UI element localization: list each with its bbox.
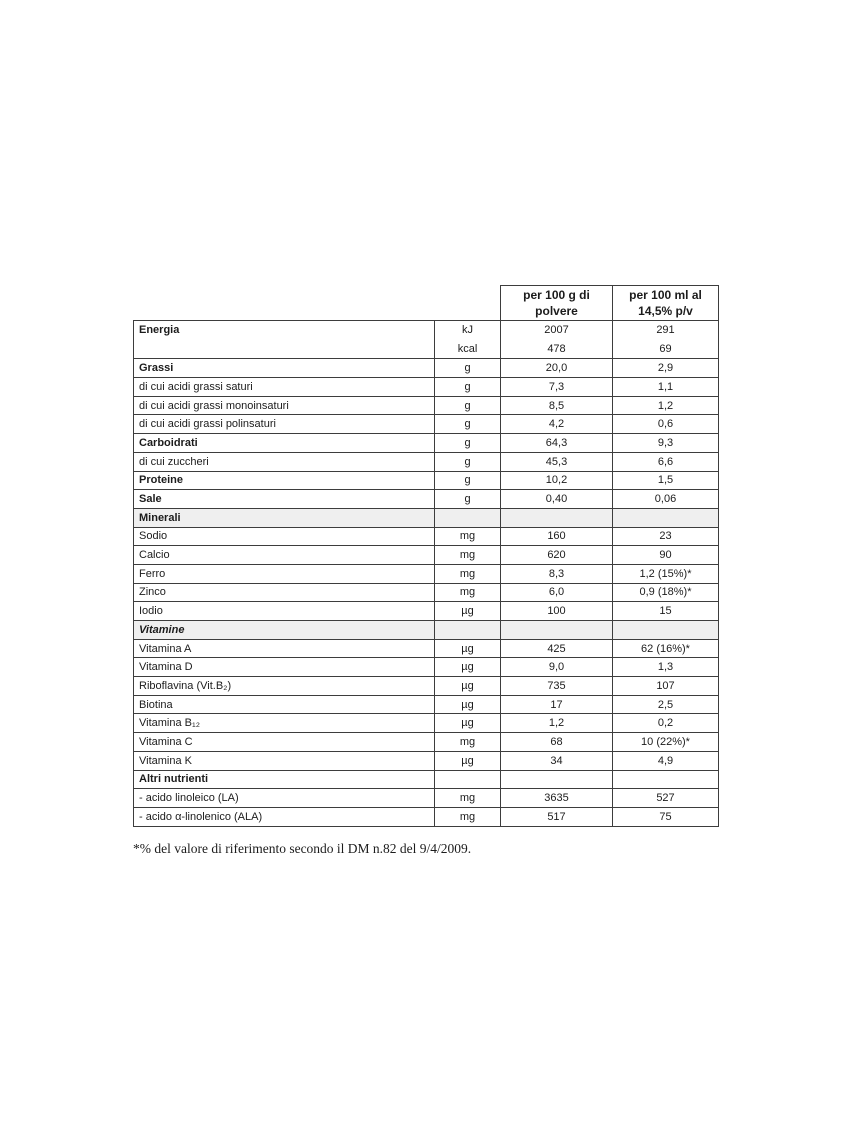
cell-per100g [501,770,613,789]
row-label: Vitamina A [134,639,435,658]
cell-unit: g [435,452,501,471]
cell-per100ml: 23 [613,527,719,546]
table-row [134,714,719,733]
row-label: - acido linoleico (LA) [134,789,435,808]
cell-per100ml: 9,3 [613,434,719,453]
cell-per100g: 517 [501,807,613,826]
cell-per100g: 425 [501,639,613,658]
table-row [134,546,719,565]
cell-per100ml: 90 [613,546,719,565]
cell-unit: g [435,490,501,509]
cell-per100g: 7,3 [501,378,613,397]
cell-unit: µg [435,677,501,696]
row-label: Altri nutrienti [134,770,435,789]
cell-per100g: 620 [501,546,613,565]
cell-per100g: 8,3 [501,564,613,583]
table-row [134,396,719,415]
cell-per100g: 34 [501,751,613,770]
table-row [134,658,719,677]
table-row [134,602,719,621]
cell-per100g: 3635 [501,789,613,808]
row-label: Energia [134,321,435,359]
cell-unit: g [435,378,501,397]
cell-unit: g [435,471,501,490]
nutrition-table-body [134,321,719,826]
section-row [134,621,719,640]
cell-unit: µg [435,639,501,658]
cell-unit [435,621,501,640]
cell-per100ml: 1,2 [613,396,719,415]
cell-unit: mg [435,789,501,808]
cell-per100g: 45,3 [501,452,613,471]
table-row [134,751,719,770]
row-label: Riboflavina (Vit.B₂) [134,677,435,696]
cell-per100g [501,321,613,359]
header-per-100g-line2: polvere [535,304,578,319]
cell-per100ml: 2,5 [613,695,719,714]
cell-per100g-line: 478 [547,342,566,355]
cell-unit: g [435,359,501,378]
cell-per100ml: 6,6 [613,452,719,471]
table-row [134,695,719,714]
cell-unit [435,508,501,527]
cell-per100g: 64,3 [501,434,613,453]
cell-per100ml: 1,5 [613,471,719,490]
cell-per100g: 100 [501,602,613,621]
cell-per100ml: 1,1 [613,378,719,397]
header-per-100ml-line2: 14,5% p/v [638,304,693,319]
cell-unit: mg [435,564,501,583]
row-label: Vitamina C [134,733,435,752]
cell-per100ml: 2,9 [613,359,719,378]
table-row [134,639,719,658]
row-label: Vitamine [134,621,435,640]
cell-unit [435,321,501,359]
cell-per100ml: 0,6 [613,415,719,434]
cell-unit: µg [435,714,501,733]
cell-per100g: 68 [501,733,613,752]
cell-per100g: 10,2 [501,471,613,490]
cell-per100g: 4,2 [501,415,613,434]
header-per-100ml [613,286,719,321]
row-label: Proteine [134,471,435,490]
row-label: Zinco [134,583,435,602]
table-row [134,321,719,359]
table-row [134,677,719,696]
cell-unit: µg [435,658,501,677]
footnote: *% del valore di riferimento secondo il DM n.82 del 9/4/2009. [133,841,472,856]
row-label: Sodio [134,527,435,546]
nutrition-table [133,285,719,827]
cell-unit [435,770,501,789]
cell-per100ml [613,508,719,527]
header-per-100g-line1: per 100 g di [523,288,590,302]
table-row [134,415,719,434]
cell-per100g: 8,5 [501,396,613,415]
cell-per100ml: 1,2 (15%)* [613,564,719,583]
cell-per100ml-line: 291 [656,324,675,337]
row-label: di cui acidi grassi polinsaturi [134,415,435,434]
table-row [134,527,719,546]
row-label: di cui zuccheri [134,452,435,471]
row-label: di cui acidi grassi monoinsaturi [134,396,435,415]
row-label: Iodio [134,602,435,621]
row-label: Ferro [134,564,435,583]
cell-unit: mg [435,807,501,826]
table-row [134,434,719,453]
cell-unit: g [435,434,501,453]
table-row [134,564,719,583]
cell-per100ml: 75 [613,807,719,826]
cell-per100ml: 15 [613,602,719,621]
row-label: di cui acidi grassi saturi [134,378,435,397]
cell-unit: mg [435,583,501,602]
section-row [134,770,719,789]
cell-per100ml: 0,9 (18%)* [613,583,719,602]
cell-per100g [501,508,613,527]
cell-per100g: 0,40 [501,490,613,509]
cell-unit: mg [435,733,501,752]
row-label: Sale [134,490,435,509]
cell-per100g: 17 [501,695,613,714]
cell-per100g: 9,0 [501,658,613,677]
cell-per100ml: 527 [613,789,719,808]
cell-unit: µg [435,695,501,714]
row-label: Carboidrati [134,434,435,453]
cell-per100ml: 62 (16%)* [613,639,719,658]
row-label: Minerali [134,508,435,527]
header-row [134,286,719,321]
cell-unit-line: kJ [462,324,473,337]
cell-per100g [501,621,613,640]
row-label: Calcio [134,546,435,565]
section-row [134,508,719,527]
cell-unit: g [435,396,501,415]
table-row [134,583,719,602]
cell-unit-line: kcal [457,342,478,355]
cell-per100ml: 1,3 [613,658,719,677]
cell-unit: µg [435,602,501,621]
cell-unit: µg [435,751,501,770]
cell-unit: g [435,415,501,434]
header-empty-cell [134,286,501,321]
table-row [134,452,719,471]
header-per-100ml-line1: per 100 ml al [629,288,702,302]
cell-per100ml: 10 (22%)* [613,733,719,752]
table-row [134,378,719,397]
cell-per100ml: 0,2 [613,714,719,733]
cell-per100ml [613,770,719,789]
cell-per100g-line: 2007 [544,324,569,337]
cell-per100g: 735 [501,677,613,696]
cell-per100ml [613,321,719,359]
cell-unit: mg [435,546,501,565]
cell-per100g: 6,0 [501,583,613,602]
row-label: Biotina [134,695,435,714]
row-label: Vitamina B₁₂ [134,714,435,733]
table-row [134,359,719,378]
row-label: Vitamina D [134,658,435,677]
cell-per100ml [613,621,719,640]
table-row [134,733,719,752]
table-row [134,807,719,826]
cell-per100ml-line: 69 [659,342,672,355]
table-row [134,490,719,509]
cell-per100g: 1,2 [501,714,613,733]
table-row [134,471,719,490]
row-label: Vitamina K [134,751,435,770]
cell-per100g: 20,0 [501,359,613,378]
cell-unit: mg [435,527,501,546]
table-row [134,789,719,808]
cell-per100ml: 0,06 [613,490,719,509]
cell-per100ml: 4,9 [613,751,719,770]
row-label: Grassi [134,359,435,378]
header-per-100g [501,286,613,321]
cell-per100g: 160 [501,527,613,546]
row-label: - acido α-linolenico (ALA) [134,807,435,826]
cell-per100ml: 107 [613,677,719,696]
